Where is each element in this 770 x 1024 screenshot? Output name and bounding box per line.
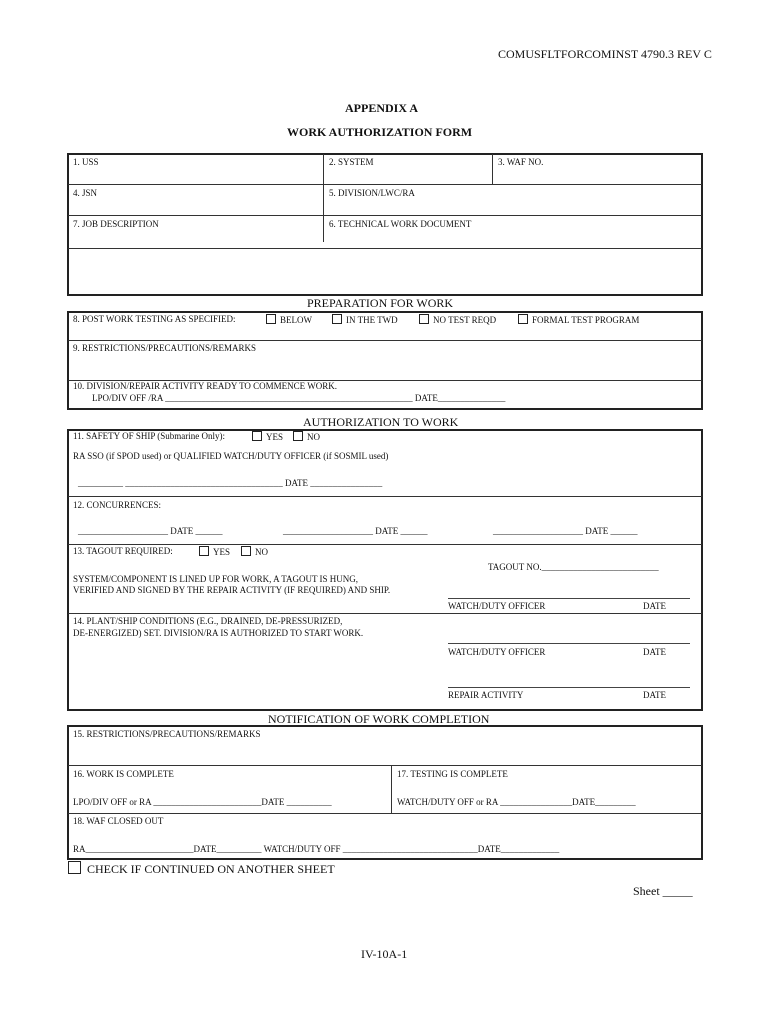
field-completion-remarks[interactable]: 15. RESTRICTIONS/PRECAUTIONS/REMARKS	[73, 729, 261, 739]
concurrence-signature-1[interactable]: ____________________ DATE ______	[78, 526, 223, 536]
watch-officer-signature-line[interactable]	[448, 598, 690, 599]
checkbox-in-twd[interactable]	[332, 314, 342, 324]
work-complete-label: 16. WORK IS COMPLETE	[73, 769, 174, 779]
field-uss[interactable]: 1. USS	[73, 157, 99, 167]
watch-officer-label-2: WATCH/DUTY OFFICER	[448, 647, 546, 657]
option-below[interactable]: BELOW	[266, 314, 312, 325]
system-lined-up-text-1: SYSTEM/COMPONENT IS LINED UP FOR WORK, A TAGOUT IS HUNG,	[73, 574, 359, 584]
watch-officer-completion-line[interactable]: WATCH/DUTY OFF or RA ________________DATE_________	[397, 797, 636, 807]
checkbox-tagout-yes[interactable]	[199, 546, 209, 556]
notification-box	[67, 725, 703, 860]
plant-conditions-text-2: DE-ENERGIZED) SET. DIVISION/RA IS AUTHORIZED TO START WORK.	[73, 628, 364, 638]
concurrence-signature-3[interactable]: ____________________ DATE ______	[493, 526, 638, 536]
field-restrictions[interactable]: 9. RESTRICTIONS/PRECAUTIONS/REMARKS	[73, 343, 257, 353]
tagout-yes-option[interactable]: YES	[199, 546, 230, 557]
sheet-number-field[interactable]: Sheet _____	[633, 884, 693, 898]
option-in-twd[interactable]: IN THE TWD	[332, 314, 398, 325]
safety-signature-line[interactable]: __________ ___________________________________ DATE ________________	[78, 478, 383, 488]
concurrence-signature-2[interactable]: ____________________ DATE ______	[283, 526, 428, 536]
tagout-no-option[interactable]: NO	[241, 546, 268, 557]
watch-officer-signature-line-2[interactable]	[448, 643, 690, 644]
field-job-description[interactable]: 7. JOB DESCRIPTION	[73, 219, 159, 229]
date-label-14b: DATE	[643, 690, 666, 700]
option-formal-test[interactable]: FORMAL TEST PROGRAM	[518, 314, 639, 325]
checkbox-safety-no[interactable]	[293, 431, 303, 441]
field-division[interactable]: 5. DIVISION/LWC/RA	[329, 188, 415, 198]
repair-activity-signature-line[interactable]	[448, 687, 690, 688]
ready-statement: 10. DIVISION/REPAIR ACTIVITY READY TO COMMENCE WORK.	[73, 381, 338, 391]
continued-option[interactable]: CHECK IF CONTINUED ON ANOTHER SHEET	[68, 861, 335, 877]
preparation-heading: PREPARATION FOR WORK	[307, 296, 454, 310]
notification-heading: NOTIFICATION OF WORK COMPLETION	[268, 712, 490, 726]
field-waf-no[interactable]: 3. WAF NO.	[498, 157, 544, 167]
system-lined-up-text-2: VERIFIED AND SIGNED BY THE REPAIR ACTIVITY (IF REQUIRED) AND SHIP.	[73, 585, 391, 595]
safety-of-ship-label: 11. SAFETY OF SHIP (Submarine Only):	[73, 431, 226, 441]
watch-officer-label: WATCH/DUTY OFFICER	[448, 601, 546, 611]
tagout-required-label: 13. TAGOUT REQUIRED:	[73, 546, 173, 556]
repair-activity-label: REPAIR ACTIVITY	[448, 690, 524, 700]
safety-no-option[interactable]: NO	[293, 431, 320, 442]
field-system[interactable]: 2. SYSTEM	[329, 157, 374, 167]
option-no-test[interactable]: NO TEST REQD	[419, 314, 496, 325]
checkbox-tagout-no[interactable]	[241, 546, 251, 556]
document-reference: COMUSFLTFORCOMINST 4790.3 REV C	[498, 47, 712, 61]
lpo-signature-line[interactable]: LPO/DIV OFF or RA ________________________DATE __________	[73, 797, 332, 807]
checkbox-below[interactable]	[266, 314, 276, 324]
checkbox-formal-test[interactable]	[518, 314, 528, 324]
testing-complete-label: 17. TESTING IS COMPLETE	[397, 769, 508, 779]
appendix-label: APPENDIX A	[345, 101, 419, 115]
page-number: IV-10A-1	[361, 947, 408, 961]
checkbox-safety-yes[interactable]	[252, 431, 262, 441]
waf-closed-label: 18. WAF CLOSED OUT	[73, 816, 164, 826]
date-label-14a: DATE	[643, 647, 666, 657]
authorization-heading: AUTHORIZATION TO WORK	[303, 415, 459, 429]
ra-sso-label: RA SSO (if SPOD used) or QUALIFIED WATCH/DUTY OFFICER (if SOSMIL used)	[73, 451, 389, 461]
form-title: WORK AUTHORIZATION FORM	[287, 125, 473, 139]
ready-signature-line[interactable]: LPO/DIV OFF /RA _______________________________________________________ DATE_______________	[92, 393, 506, 403]
plant-conditions-text-1: 14. PLANT/SHIP CONDITIONS (E.G., DRAINED, DE-PRESSURIZED,	[73, 616, 343, 626]
post-work-testing-label: 8. POST WORK TESTING AS SPECIFIED:	[73, 314, 236, 324]
closed-out-signature-line[interactable]: RA________________________DATE__________ WATCH/DUTY OFF ______________________________DATE_____________	[73, 844, 560, 854]
checkbox-continued[interactable]	[68, 861, 81, 874]
tagout-number-field[interactable]: TAGOUT NO.__________________________	[488, 562, 659, 572]
concurrences-label: 12. CONCURRENCES:	[73, 500, 162, 510]
field-jsn[interactable]: 4. JSN	[73, 188, 98, 198]
field-technical-document[interactable]: 6. TECHNICAL WORK DOCUMENT	[329, 219, 472, 229]
safety-yes-option[interactable]: YES	[252, 431, 283, 442]
date-label-13: DATE	[643, 601, 666, 611]
checkbox-no-test[interactable]	[419, 314, 429, 324]
